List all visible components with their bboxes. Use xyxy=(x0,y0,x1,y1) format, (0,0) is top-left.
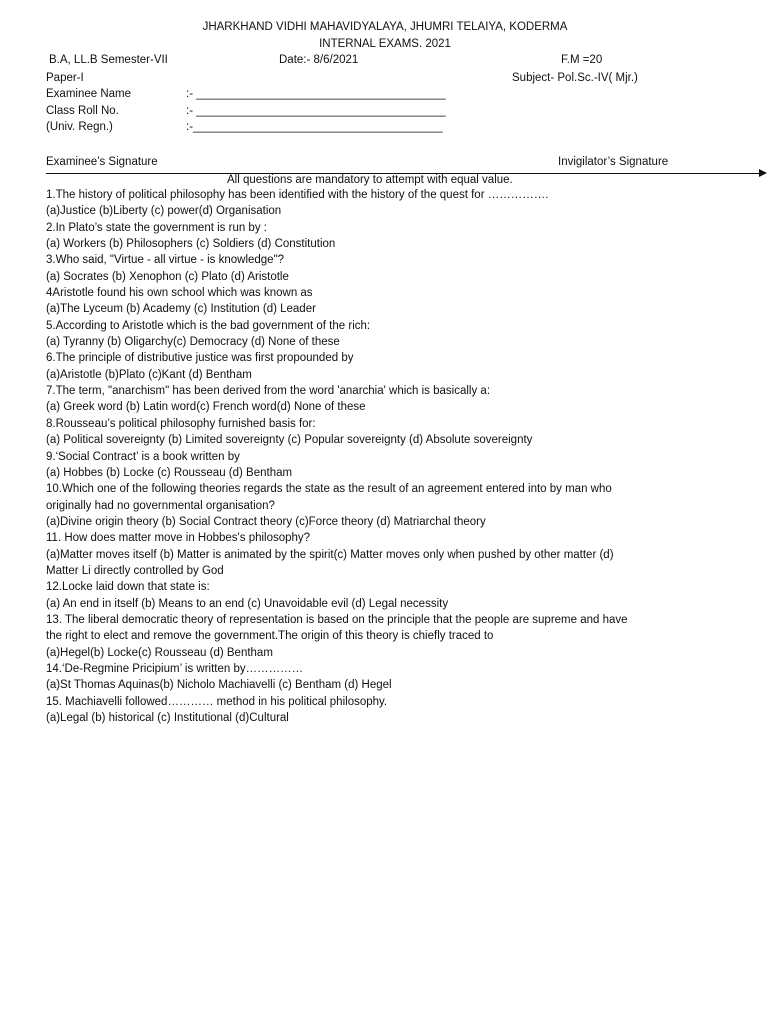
subject-label: Subject- Pol.Sc.-IV( Mjr.) xyxy=(512,72,638,84)
invigilator-signature: Invigilator’s Signature xyxy=(558,156,669,168)
options-line: (a) Political sovereignty (b) Limited sovereignty (c) Popular sovereignty (d) Absolute sovereignty xyxy=(46,434,533,447)
examinee-name-label: Examinee Name xyxy=(46,88,132,100)
exam-date: Date:- 8/6/2021 xyxy=(279,54,359,66)
options-line: (a) Socrates (b) Xenophon (c) Plato (d) Aristotle xyxy=(46,270,289,283)
options-line: (a)Aristotle (b)Plato (c)Kant (d) Bentham xyxy=(46,368,252,381)
options-line: (a) Tyranny (b) Oligarchy(c) Democracy (d) None of these xyxy=(46,336,340,349)
options-line: (a)St Thomas Aquinas(b) Nicholo Machiavelli (c) Bentham (d) Hegel xyxy=(46,679,392,692)
paper-label: Paper-I xyxy=(46,72,84,84)
question-line: 4Aristotle found his own school which was known as xyxy=(46,287,313,300)
options-line: (a)Divine origin theory (b) Social Contract theory (c)Force theory (d) Matriarchal theory xyxy=(46,515,486,528)
question-line: 14.‘De-Regmine Pricipium’ is written by…………… xyxy=(46,662,304,675)
question-line: 2.In Plato’s state the government is run by : xyxy=(46,221,267,234)
question-line: 9.‘Social Contract’ is a book written by xyxy=(46,450,240,463)
arrow-head-icon xyxy=(759,169,767,177)
roll-no-label: Class Roll No. xyxy=(46,105,119,117)
options-line: (a)The Lyceum (b) Academy (c) Institution (d) Leader xyxy=(46,303,316,316)
options-line: (a)Matter moves itself (b) Matter is animated by the spirit(c) Matter moves only when pushed by other matter (d) xyxy=(46,548,614,561)
options-line: (a)Legal (b) historical (c) Institutional (d)Cultural xyxy=(46,712,289,724)
question-line-continued: the right to elect and remove the government.The origin of this theory is chiefly traced to xyxy=(46,630,494,643)
question-line: 8.Rousseau’s political philosophy furnished basis for: xyxy=(46,417,316,430)
question-line: 1.The history of political philosophy has been identified with the history of the quest for ……………. xyxy=(46,189,549,201)
course-label: B.A, LL.B Semester-VII xyxy=(49,54,168,66)
question-line-continued: originally had no governmental organisation? xyxy=(46,499,275,512)
question-list xyxy=(46,187,726,726)
examinee-name-field: :- _______________________________________ xyxy=(186,88,446,100)
regn-field: :-_______________________________________ xyxy=(186,121,443,133)
options-line: (a) Greek word (b) Latin word(c) French word(d) None of these xyxy=(46,401,366,414)
question-line: 6.The principle of distributive justice was first propounded by xyxy=(46,352,354,365)
options-line: (a) An end in itself (b) Means to an end (c) Unavoidable evil (d) Legal necessity xyxy=(46,597,449,610)
instruction-text: All questions are mandatory to attempt with equal value. xyxy=(227,174,513,186)
full-marks: F.M =20 xyxy=(561,54,603,66)
question-line: 12.Locke laid down that state is: xyxy=(46,581,210,594)
options-line: (a)Hegel(b) Locke(c) Rousseau (d) Bentham xyxy=(46,646,273,659)
college-name: JHARKHAND VIDHI MAHAVIDYALAYA, JHUMRI TELAIYA, KODERMA xyxy=(202,21,568,33)
question-line: 7.The term, "anarchism" has been derived from the word 'anarchia' which is basically a: xyxy=(46,385,491,398)
options-line: (a) Hobbes (b) Locke (c) Rousseau (d) Bentham xyxy=(46,466,293,479)
regn-label: (Univ. Regn.) xyxy=(46,121,113,133)
options-line: (a) Workers (b) Philosophers (c) Soldiers (d) Constitution xyxy=(46,238,336,251)
question-line: 10.Which one of the following theories regards the state as the result of an agreement entered into by man who xyxy=(46,483,612,496)
question-line: 5.According to Aristotle which is the bad government of the rich: xyxy=(46,319,371,332)
question-line: 15. Machiavelli followed………… method in his political philosophy. xyxy=(46,695,388,708)
options-line-continued: Matter Li directly controlled by God xyxy=(46,564,224,577)
question-line: 3.Who said, "Virtue - all virtue - is knowledge"? xyxy=(46,254,285,267)
exam-title: INTERNAL EXAMS. 2021 xyxy=(319,38,451,50)
roll-no-field: :- _______________________________________ xyxy=(186,105,446,117)
examinee-signature: Examinee’s Signature xyxy=(46,156,158,168)
question-line: 13. The liberal democratic theory of representation is based on the principle that the people are supreme and have xyxy=(46,613,628,626)
options-line: (a)Justice (b)Liberty (c) power(d) Organisation xyxy=(46,205,282,218)
question-line: 11. How does matter move in Hobbes's philosophy? xyxy=(46,532,311,545)
